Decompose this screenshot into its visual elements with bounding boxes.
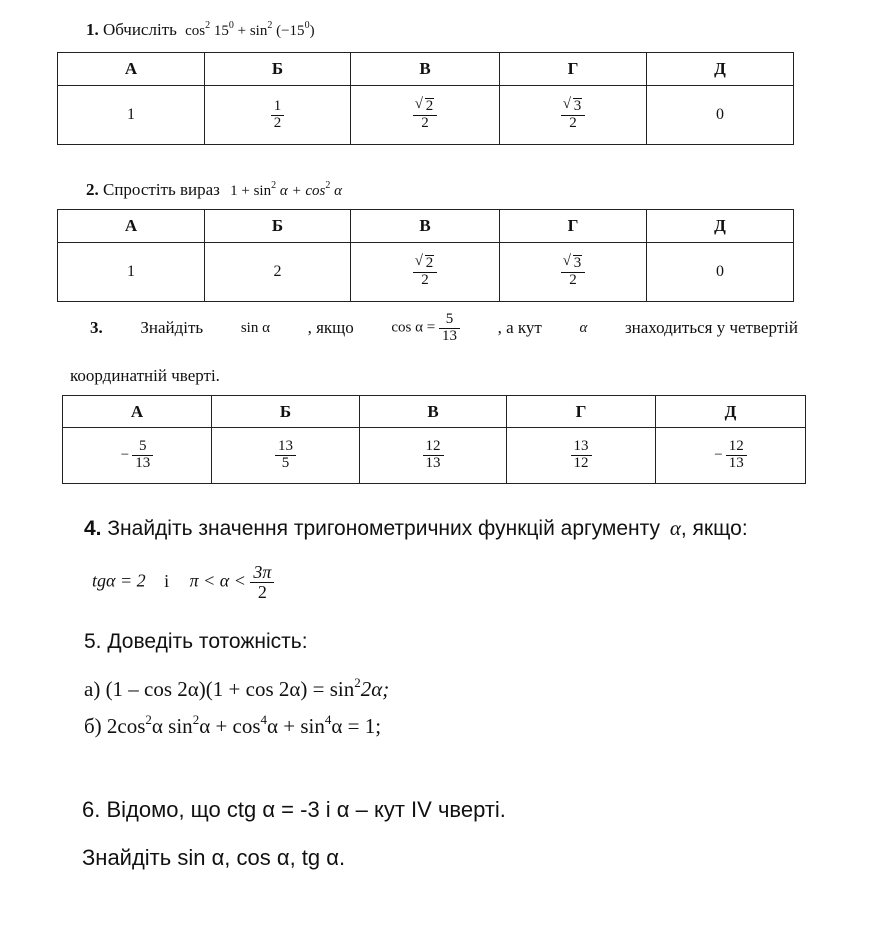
question-5a-identity: а) $(1 - \cos 2\alpha)(1 + \cos 2\alpha) = \sin^22\alpha$; — [84, 675, 390, 701]
option-b-value: $\frac{13}{5}$ — [212, 428, 360, 484]
question-text: Знайдіть значення тригонометричних функцій аргументу — [107, 517, 660, 540]
option-c-value: $\frac{12}{13}$ — [360, 428, 507, 484]
math-expression: $\cos^2 15^0 + \sin^2 (-15^0)$ — [185, 20, 315, 39]
option-header: Б — [212, 396, 360, 428]
question-number: 1. — [86, 20, 99, 39]
option-header: Д — [647, 53, 794, 86]
option-header: Д — [656, 396, 806, 428]
question-5-title: 5. Доведіть тотожність: — [84, 630, 308, 653]
math-alpha: α — [579, 319, 588, 336]
option-header: В — [351, 53, 500, 86]
answer-table-q3 — [62, 395, 806, 484]
question-number: 2. — [86, 180, 99, 199]
math-sin-alpha: sin α — [240, 319, 270, 336]
math-range-condition: π < α < — [189, 570, 246, 591]
question-2-prompt — [86, 180, 342, 200]
question-text: Знайдіть — [140, 318, 204, 338]
option-e-value: 0 — [647, 86, 794, 145]
question-1-prompt — [86, 20, 315, 40]
math-expression: $1 + \sin^2 \alpha + \cos^2 \alpha$ — [230, 180, 342, 199]
question-text: , якщо: — [680, 517, 748, 540]
option-header: Г — [500, 210, 647, 243]
option-header: Г — [507, 396, 656, 428]
question-6-statement: 6. Відомо, що ctg α = -3 і α – кут IV чверті. — [82, 797, 506, 822]
option-d-value: √ $\frac{3}{2}$ — [500, 86, 647, 145]
option-header: А — [58, 210, 205, 243]
answer-table-q2 — [57, 209, 794, 302]
math-cos-condition: cos α = $\frac{5}{13}$ — [391, 312, 460, 345]
question-text: знаходиться у четвертій — [624, 318, 798, 338]
question-text: Спростіть вираз — [103, 180, 220, 199]
option-d-value: √ $\frac{3}{2}$ — [500, 243, 647, 302]
option-b-value: 2 — [205, 243, 351, 302]
question-4-condition — [92, 563, 274, 602]
question-3-prompt — [90, 312, 798, 345]
option-header: Г — [500, 53, 647, 86]
question-text: , якщо — [307, 318, 354, 338]
math-alpha: α — [669, 516, 681, 540]
option-e-value: − $\frac{12}{13}$ — [656, 428, 806, 484]
option-c-value: √ $\frac{2}{2}$ — [351, 86, 500, 145]
option-header: А — [63, 396, 212, 428]
question-3-continuation: координатній чверті. — [70, 366, 220, 385]
option-a-value: 1 — [58, 86, 205, 145]
option-a-value: − $\frac{5}{13}$ — [63, 428, 212, 484]
math-tg-condition: tgα = 2 — [92, 570, 146, 591]
option-header: В — [360, 396, 507, 428]
option-d-value: $\frac{13}{12}$ — [507, 428, 656, 484]
question-text: , а кут — [497, 318, 542, 338]
option-header: А — [58, 53, 205, 86]
question-5b-identity: б) $2\cos^2\alpha$ $\sin^2\alpha + \cos^4\alpha + \sin^4\alpha = 1$; — [84, 712, 382, 738]
option-header: Б — [205, 210, 351, 243]
question-text: Обчисліть — [103, 20, 177, 39]
answer-table-q1 — [57, 52, 794, 145]
question-number: 4. — [84, 517, 102, 540]
option-header: В — [351, 210, 500, 243]
option-b-value: $\frac{1}{2}$ — [205, 86, 351, 145]
option-e-value: 0 — [647, 243, 794, 302]
math-fraction: $\frac{3\pi}{2}$ — [250, 563, 274, 602]
option-c-value: √ $\frac{2}{2}$ — [351, 243, 500, 302]
question-number: 3. — [90, 318, 103, 338]
question-6-task: Знайдіть sin α, cos α, tg α. — [82, 845, 346, 870]
option-a-value: 1 — [58, 243, 205, 302]
option-header: Б — [205, 53, 351, 86]
option-header: Д — [647, 210, 794, 243]
question-4-prompt — [84, 516, 748, 541]
conjunction: і — [164, 570, 170, 591]
